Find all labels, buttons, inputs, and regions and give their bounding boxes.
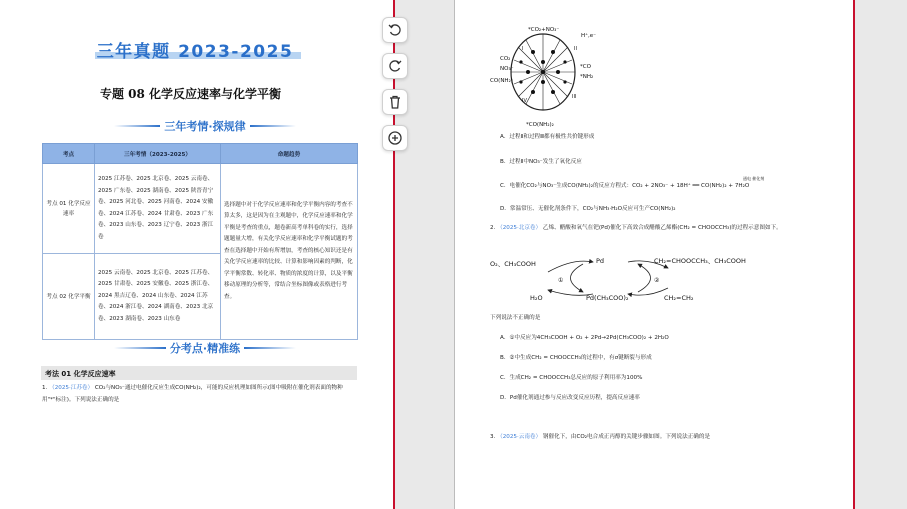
section-title-trends: 三年考情·探规律: [164, 120, 246, 133]
q2-option-b: B．②中生成CH₂ = CHOOCCH₃的过程中，有σ键断裂与形成: [500, 355, 652, 361]
label-step-3: III: [572, 94, 577, 100]
banner-deco-right: [250, 125, 296, 127]
table-cell-years: 2025 云南卷、2025 北京卷、2025 江苏卷、2025 甘肃卷、2025 安徽卷、2025 浙江卷、2024 黑吉辽卷、2024 山东卷、2024 江苏卷、2024 浙江卷、2024 湖南卷、2023 北京卷、2023 湖南卷、2023 山东卷: [95, 254, 221, 340]
plus-circle-icon: [387, 130, 403, 146]
question-number: 3.: [490, 434, 496, 440]
topic-title: 专题 08 化学反应速率与化学平衡: [100, 87, 282, 101]
table-cell-trend: 选择题中对于化学反应速率和化学平衡内容的考查不算太多，这是因为在主观题中，化学反应速率和化学平衡是考查的重点，题卷新高考单科卷的实行，选择题题量大增，有关化学反应速率和化学平衡试题的考查在选择题中开始有所增加，考查的核心知识还是有关化学反应速率的比较、计算和影响因素的判断，化学平衡常数、转化率、物质的浓度的计算，以及平衡移动原理的分析等，常结合坐标图像或表格进行考查。: [221, 164, 358, 340]
label-product: CH₂=CHOOCCH₃、CH₃COOH: [654, 257, 746, 265]
table-cell-point: 考点 02 化学平衡: [43, 254, 95, 340]
q1-option-d: D．常温常压、无催化剂条件下，CO₂与NH₃·H₂O反应可生产CO(NH₂)₂: [500, 206, 676, 212]
rotate-ccw-button[interactable]: [382, 17, 408, 43]
label-step-1: I: [522, 46, 524, 52]
label-step-4: IV: [522, 98, 527, 104]
table-cell-years: 2025 江苏卷、2025 北京卷、2025 云南卷、2025 广东卷、2025 湖南卷、2025 陕晋青宁卷、2025 河北卷、2025 河南卷、2024 安徽卷、2024 江苏卷、2024 甘肃卷、2023 广东卷、2023 山东卷、2023 辽宁卷、2023 浙江卷: [95, 164, 221, 254]
question-1: [42, 382, 360, 406]
banner-deco-left: [114, 347, 166, 349]
add-page-button[interactable]: [382, 125, 408, 151]
q1-option-b: B．过程Ⅱ中NO₃⁻发生了氧化反应: [500, 159, 582, 165]
banner-deco-left: [114, 125, 160, 127]
table-header-trend: 命题趋势: [221, 144, 358, 164]
label-urea-ads: *CO(NH₂)₂: [526, 122, 554, 128]
label-o2-acetic: O₂、CH₃COOH: [490, 260, 536, 268]
label-ethylene: CH₂=CH₂: [664, 294, 694, 302]
exam-method-heading: 考法 01 化学反应速率: [41, 366, 357, 380]
label-step-1: ①: [558, 277, 564, 284]
catalyst-condition: 通电 催化剂: [743, 176, 765, 181]
label-conh2: CO(NH₂): [490, 78, 513, 84]
label-h-e: H⁺,e⁻: [581, 33, 597, 39]
section-banner-practice: [110, 339, 300, 357]
rotate-ccw-icon: [387, 22, 403, 38]
label-pd-acetate: Pd(CH₃COO)₂: [586, 294, 629, 302]
q2-option-d: D．Pd催化剂通过参与反应改变反应历程，提高反应速率: [500, 395, 640, 401]
q1-option-c: C．电催化CO₂与NO₃⁻生成CO(NH₂)₂的反应方程式：CO₂ + 2NO₃⁻ + 18H⁺ ══ CO(NH₂)₂ + 7H₂O: [500, 183, 750, 189]
label-co-ads: *CO: [580, 64, 591, 70]
label-co2-no3-ads: *CO₂+NO₃⁻: [528, 27, 560, 33]
label-step-2: II: [574, 46, 577, 52]
banner-deco-right: [244, 347, 296, 349]
label-water: H₂O: [530, 294, 543, 302]
table-header-point: 考点: [43, 144, 95, 164]
question-text: CO₂与NO₃⁻通过电催化反应生成CO(NH₂)₂，可能的反应机理如图所示(图中吸附在催化剂表面的物种用"*"标注)。下列说法正确的是: [42, 385, 343, 403]
question-3: [490, 431, 790, 443]
label-step-2: ②: [654, 277, 660, 284]
page-title: 三年真题 2023-2025: [96, 42, 294, 62]
delete-page-button[interactable]: [382, 89, 408, 115]
question-text: 钢催化下，由CO₂电合成正丙醇的关键步骤如图。下列说法正确的是: [542, 434, 711, 440]
exam-analysis-table: [42, 143, 358, 340]
question-number: 2.: [490, 225, 496, 231]
table-header-years: 三年考情（2023-2025）: [95, 144, 221, 164]
trash-icon: [387, 94, 403, 110]
section-banner-trends: [110, 117, 300, 135]
pd-catalytic-cycle-diagram: [488, 250, 778, 305]
page-divider-right: [853, 0, 855, 509]
page-left: [0, 0, 393, 509]
question-2: [490, 222, 790, 234]
label-co2: CO₂: [500, 56, 511, 62]
label-pd: Pd: [596, 257, 605, 265]
q1-option-a: A．过程Ⅱ和过程Ⅲ都有极性共价键形成: [500, 134, 595, 140]
reaction-mechanism-diagram: [488, 22, 608, 132]
question-number: 1.: [42, 385, 48, 391]
section-title-practice: 分考点·精准练: [169, 342, 241, 355]
table-row: [43, 164, 358, 254]
label-no3: NO₃⁻: [500, 66, 514, 72]
q2-option-c: C．生成CH₂ = CHOOCCH₃总反应的原子利用率为100%: [500, 375, 643, 381]
q2-option-a: A．①中反应为4CH₃COOH + O₂ + 2Pd→2Pd(CH₃COO)₂ + 2H₂O: [500, 335, 669, 341]
question-text: 乙烯、醋酸和氧气在钯(Pd)催化下高效合成醋酸乙烯酯(CH₂ = CHOOCCH₃)的过程示意图如下。: [542, 225, 782, 231]
question-source: （2025·云南卷）: [497, 434, 542, 440]
question-source: （2025·北京卷）: [497, 225, 542, 231]
table-cell-point: 考点 01 化学反应速率: [43, 164, 95, 254]
question-source: （2025·江苏卷）: [49, 385, 94, 391]
q2-stem: 下列说法不正确的是: [490, 315, 541, 321]
label-nh2-ads: *NH₂: [580, 74, 594, 80]
rotate-cw-icon: [387, 58, 403, 74]
rotate-cw-button[interactable]: [382, 53, 408, 79]
